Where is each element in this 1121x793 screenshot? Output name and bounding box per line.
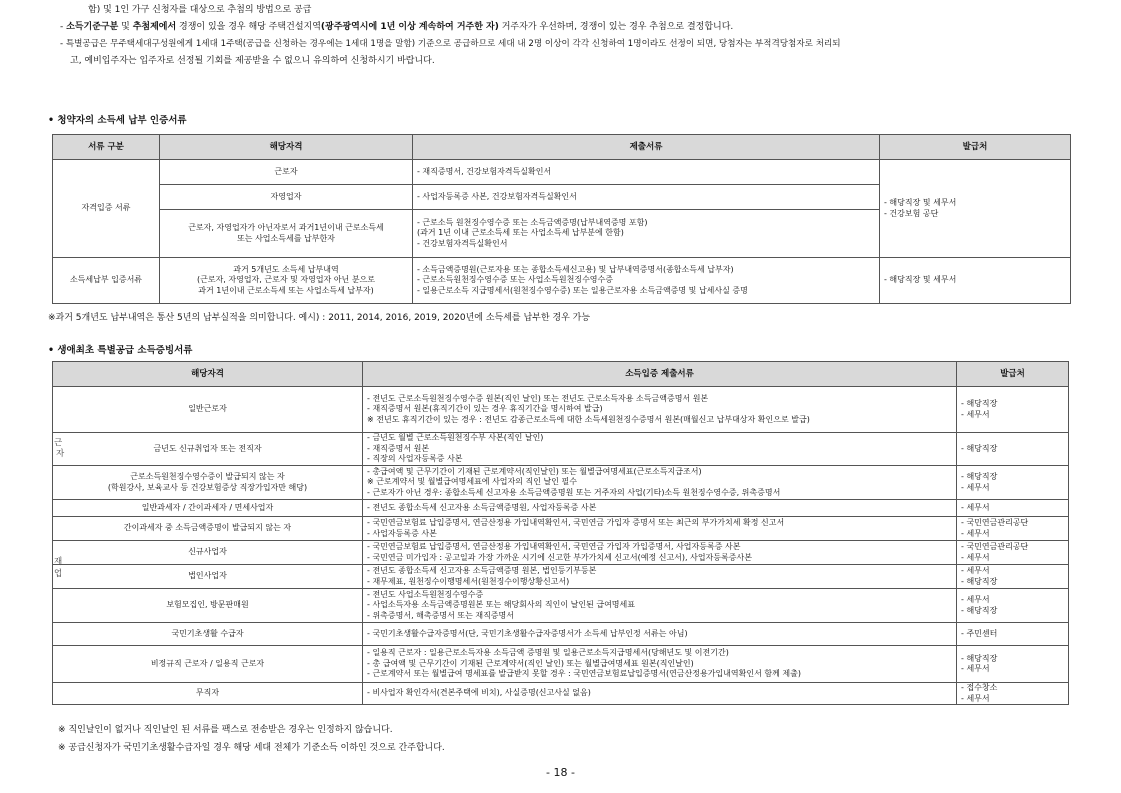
header-issuer: 발급처 <box>957 362 1069 387</box>
intro-line-1: 함) 및 1인 가구 신청자를 대상으로 추첨의 방법으로 공급 <box>88 5 312 15</box>
table-row <box>53 466 1069 500</box>
docs-cell <box>363 646 957 683</box>
table-row <box>53 623 1069 646</box>
side-label-char: 업 <box>54 569 63 579</box>
issuer-line: - 해당직장 <box>961 605 998 615</box>
tax-proof-table <box>52 134 1071 304</box>
qual-cell <box>53 500 363 517</box>
issuer-cell <box>880 160 1071 258</box>
doc-line: - 사업자등록증 사본 <box>367 528 437 538</box>
table-row <box>53 589 1069 623</box>
section2-note-2: ※ 공급신청자가 국민기초생활수급자일 경우 해당 세대 전체가 기준소득 이하인 것으로 간주합니다. <box>58 743 445 753</box>
issuer-cell <box>957 623 1069 646</box>
doc-line: - 전년도 종합소득세 신고자용 소득금액증명 원본, 법인등기부등본 <box>367 566 597 575</box>
table-row <box>53 517 1069 541</box>
table-row <box>53 387 1069 433</box>
table-row <box>53 433 1069 466</box>
docs-cell <box>363 683 957 705</box>
intro-line-3: - 특별공급은 무주택세대구성원에게 1세대 1주택(공급을 신청하는 경우에는 1세대 1명을 말함) 기준으로 공급하므로 세대 내 2명 이상이 각각 신청하여 1명이라도 선정이 되면, 당첨자는 부적격당첨자로 처리되 <box>60 39 841 49</box>
doc-line: - 재직증명서, 건강보험자격득실확인서 <box>417 166 552 176</box>
issuer-line: - 세무서 <box>961 409 990 419</box>
qual-line: 금년도 신규취업자 또는 전직자 <box>153 443 262 453</box>
issuer-line: - 해당직장 <box>961 399 998 408</box>
qual-cell <box>53 466 363 500</box>
doc-line: - 전년도 근로소득원천징수영수증 원본(직인 날인) 또는 전년도 근로소득자용 소득금액증명서 원본 <box>367 393 709 403</box>
doc-line: - 재직증명서 원본(휴직기간이 있는 경우 휴직기간을 명시하여 발급) <box>367 404 603 414</box>
qual-cell <box>53 387 363 433</box>
doc-line: ※ 근로계약서 및 월별급여명세표에 사업자의 직인 날인 필수 <box>367 477 577 487</box>
issuer-cell <box>880 258 1071 304</box>
docs-cell <box>363 589 957 623</box>
issuer-line: - 세무서 <box>961 664 990 673</box>
doc-line: - 총 급여액 및 근무기간이 기재된 근로계약서(직인 날인) 또는 월별급여명세표 원본(직인날인) <box>367 658 694 668</box>
doc-line: - 사업소득자용 소득금액증명원본 또는 해당회사의 직인이 날인된 급여명세표 <box>367 600 635 610</box>
group-label-tax-payment-docs: 소득세납부 입증서류 <box>53 258 160 304</box>
issuer-line: - 세무서 <box>961 693 990 703</box>
qual-line: (근로자, 자영업자, 근로자 및 자영업자 아닌 분으로 <box>196 275 376 285</box>
issuer-line: - 주민센터 <box>961 628 998 638</box>
docs-cell <box>363 565 957 589</box>
issuer-cell <box>957 646 1069 683</box>
issuer-cell <box>957 433 1069 466</box>
qual-line: 근로자, 자영업자가 아닌자로서 과거1년이내 근로소득세 <box>188 223 384 232</box>
qual-cell <box>160 210 413 258</box>
side-label-char: 재 <box>54 557 63 567</box>
qual-cell <box>53 623 363 646</box>
qual-cell <box>160 185 413 210</box>
issuer-line: - 국민연금관리공단 <box>961 518 1029 527</box>
qual-line: 과거 1년이내 근로소득세 또는 사업소득세 납부자) <box>198 285 374 295</box>
issuer-line: - 해당직장 및 세무서 <box>884 275 957 285</box>
issuer-line: - 세무서 <box>961 552 990 562</box>
doc-line: - 근로소득원천징수영수증 또는 사업소득원천징수영수증 <box>417 275 613 285</box>
intro-line-2-bold-3: (광주광역시에 1년 이상 계속하여 거주한 자) <box>320 22 499 32</box>
doc-line: - 재직증명서 원본 <box>367 443 430 453</box>
issuer-line: - 세무서 <box>961 482 990 492</box>
issuer-line: - 접수창소 <box>961 683 998 692</box>
issuer-cell <box>957 466 1069 500</box>
intro-line-2-post: 거주자가 우선하며, 경쟁이 있는 경우 추첨으로 결정합니다. <box>498 22 734 32</box>
doc-line: (과거 1년 이내 근로소득세 또는 사업소득세 납부분에 한함) <box>417 228 624 238</box>
qual-cell <box>53 683 363 705</box>
table-row <box>53 541 1069 565</box>
docs-cell <box>413 160 880 185</box>
group-label-qualification-docs: 자격입증 서류 <box>53 160 160 258</box>
issuer-line: - 해당직장 <box>961 653 998 663</box>
issuer-cell <box>957 517 1069 541</box>
issuer-line: - 해당직장 <box>961 576 998 586</box>
qual-line: 비정규직 근로자 / 일용직 근로자 <box>150 658 265 668</box>
doc-line: - 근로계약서 또는 월별급여 명세표를 발급받지 못할 경우 : 국민연금보험료납입증명서(연금산정용가입내역확인서 함께 제출) <box>367 669 801 679</box>
header-doc-type: 서류 구분 <box>53 135 160 160</box>
qual-cell <box>160 160 413 185</box>
qual-line: 보험모집인, 방문판매원 <box>166 600 249 610</box>
qual-line: 간이과세자 중 소득금액증명이 발급되지 않는 자 <box>123 523 292 533</box>
doc-line: - 금년도 월별 근로소득원천징수부 사본(직인 날인) <box>367 433 544 443</box>
header-income-docs: 소득입증 제출서류 <box>363 362 957 387</box>
header-documents: 제출서류 <box>413 135 880 160</box>
docs-cell <box>363 433 957 466</box>
doc-line: - 직장의 사업자등록증 사본 <box>367 454 463 464</box>
doc-line: - 사업자등록증 사본, 건강보험자격득실확인서 <box>417 191 577 201</box>
doc-line: - 소득금액증명원(근로자용 또는 종합소득세신고용) 및 납부내역증명서(종합소득세 납부자) <box>417 264 734 274</box>
side-label-char: 근 <box>54 438 63 448</box>
section2-title: • 생애최초 특별공급 소득증빙서류 <box>48 345 193 356</box>
docs-cell <box>363 500 957 517</box>
issuer-cell <box>957 589 1069 623</box>
qual-cell <box>53 541 363 565</box>
header-qualification: 해당자격 <box>53 362 363 387</box>
header-issuer: 발급처 <box>880 135 1071 160</box>
doc-line: - 전년도 종합소득세 신고자용 소득금액증명원, 사업자등록증 사본 <box>367 502 597 512</box>
doc-line: - 재무제표, 원천징수이행명세서(원천징수이행상황신고서) <box>367 576 570 586</box>
docs-cell <box>413 185 880 210</box>
side-label-char: 자 <box>56 449 65 459</box>
issuer-cell <box>957 541 1069 565</box>
qual-cell <box>53 589 363 623</box>
qual-line: 국민기초생활 수급자 <box>171 628 244 638</box>
doc-line: - 위촉증명서, 해촉증명서 또는 재직증명서 <box>367 610 514 620</box>
income-proof-table <box>52 361 1069 705</box>
issuer-line: - 해당직장 <box>961 472 998 481</box>
qual-line: 무직자 <box>195 688 220 698</box>
issuer-line: - 해당직장 <box>961 443 998 453</box>
doc-line: - 근로소득 원천징수영수증 또는 소득금액증명(납부내역증명 포함) <box>417 217 648 227</box>
doc-line: - 건강보험자격득실확인서 <box>417 238 508 248</box>
table-row <box>53 565 1069 589</box>
issuer-cell <box>957 387 1069 433</box>
issuer-cell <box>957 500 1069 517</box>
intro-line-2-bold-1: 소득기준구분 <box>66 22 119 32</box>
docs-cell <box>413 258 880 304</box>
qual-line: 또는 사업소득세를 납부한자 <box>237 233 335 243</box>
section2-note-1: ※ 직인날인이 없거나 직인날인 된 서류를 팩스로 전송받은 경우는 인정하지 않습니다. <box>58 725 393 735</box>
intro-line-2-mid-2: 경쟁이 있을 경우 해당 주택건설지역 <box>176 22 321 32</box>
qual-line: 일반근로자 <box>188 404 227 414</box>
qual-line: 근로자 <box>274 166 298 176</box>
issuer-line: - 건강보험 공단 <box>884 208 939 218</box>
doc-line: - 국민기초생활수급자증명서(단, 국민기초생활수급자증명서가 소득세 납부인정 서류는 아님) <box>367 628 688 638</box>
issuer-line: - 국민연금관리공단 <box>961 542 1029 551</box>
qual-line: 신규사업자 <box>188 547 227 557</box>
issuer-line: - 세무서 <box>961 566 990 575</box>
page-number: - 18 - <box>546 766 575 779</box>
qual-line: 자영업자 <box>270 191 302 201</box>
intro-line-2-mid-1: 및 <box>118 22 133 32</box>
qual-line: 근로소득원천징수영수증이 발급되지 않는 자 <box>130 472 285 481</box>
section1-footnote: ※과거 5개년도 납부내역은 통산 5년의 납부실적을 의미합니다. 예시) : 2011, 2014, 2016, 2019, 2020년에 소득세를 납부한 경우 가능 <box>48 313 591 323</box>
issuer-cell <box>957 565 1069 589</box>
intro-line-2-prefix: - <box>60 22 67 32</box>
doc-line: - 비사업자 확인각서(견본주택에 비치), 사실증명(신고사실 없음) <box>367 688 591 698</box>
intro-line-2 <box>60 21 733 33</box>
docs-cell <box>363 541 957 565</box>
issuer-line: - 세무서 <box>961 502 990 512</box>
doc-line: - 전년도 사업소득원천징수영수증 <box>367 589 484 599</box>
docs-cell <box>363 387 957 433</box>
qual-cell <box>53 517 363 541</box>
issuer-line: - 해당직장 및 세무서 <box>884 198 957 207</box>
issuer-line: - 세무서 <box>961 528 990 538</box>
docs-cell <box>413 210 880 258</box>
qual-cell <box>53 646 363 683</box>
doc-line: ※ 전년도 휴직기간이 있는 경우 : 전년도 감종근로소득에 대한 소득세원천징수증명서 원본(매월신고 납부대상자 확인으로 발급) <box>367 414 810 424</box>
issuer-cell <box>957 683 1069 705</box>
section1-title: • 청약자의 소득세 납부 인증서류 <box>48 115 187 126</box>
table-row <box>53 683 1069 705</box>
intro-line-4: 고, 예비입주자는 입주자로 선정될 기회를 제공받을 수 없으니 유의하여 신청하시기 바랍니다. <box>70 56 435 66</box>
qual-line: (학원강사, 보육교사 등 건강보험증상 직장가입자만 해당) <box>107 482 308 492</box>
qual-line: 일반과세자 / 간이과세자 / 면세사업자 <box>141 502 274 512</box>
qual-cell <box>160 258 413 304</box>
qual-cell <box>53 433 363 466</box>
qual-cell <box>53 565 363 589</box>
docs-cell <box>363 466 957 500</box>
doc-line: - 근로자가 아닌 경우: 종합소득세 신고자용 소득금액증명원 또는 거주자의 사업(기타)소득 원천징수영수증, 위촉증명서 <box>367 487 781 497</box>
issuer-line: - 세무서 <box>961 595 990 604</box>
table-row <box>53 646 1069 683</box>
doc-line: - 국민연금보험료 납입증명서, 연금산정용 가입내역확인서, 국민연금 가입자 증명서 또는 최근의 부가가치세 확정 신고서 <box>367 518 785 527</box>
intro-line-2-bold-2: 추첨제에서 <box>132 22 177 32</box>
qual-line: 과거 5개년도 소득세 납부내역 <box>233 264 339 274</box>
doc-line: - 일용근로소득 지급명세서(원천징수영수증) 또는 일용근로자용 소득금액증명 및 납세사실 증명 <box>417 285 748 295</box>
doc-line: - 국민연금 미가입자 : 공고일과 가장 가까운 시기에 신고한 부가가치세 신고서(예정 신고서), 사업자등록증사본 <box>367 552 752 562</box>
doc-line: - 일용직 근로자 : 일용근로소득자용 소득금액 증명원 및 일용근로소득지급명세서(당해년도 및 이전기간) <box>367 648 729 658</box>
table-row <box>53 500 1069 517</box>
docs-cell <box>363 623 957 646</box>
header-qualification: 해당자격 <box>160 135 413 160</box>
docs-cell <box>363 517 957 541</box>
qual-line: 법인사업자 <box>188 571 227 581</box>
doc-line: - 총급여액 및 근무기간이 기재된 근로계약서(직인날인) 또는 월별급여명세표(근로소득지급조서) <box>367 466 702 476</box>
doc-line: - 국민연금보험료 납입증명서, 연금산정용 가입내역확인서, 국민연금 가입자 가입증명서, 사업자등록증 사본 <box>367 542 741 551</box>
